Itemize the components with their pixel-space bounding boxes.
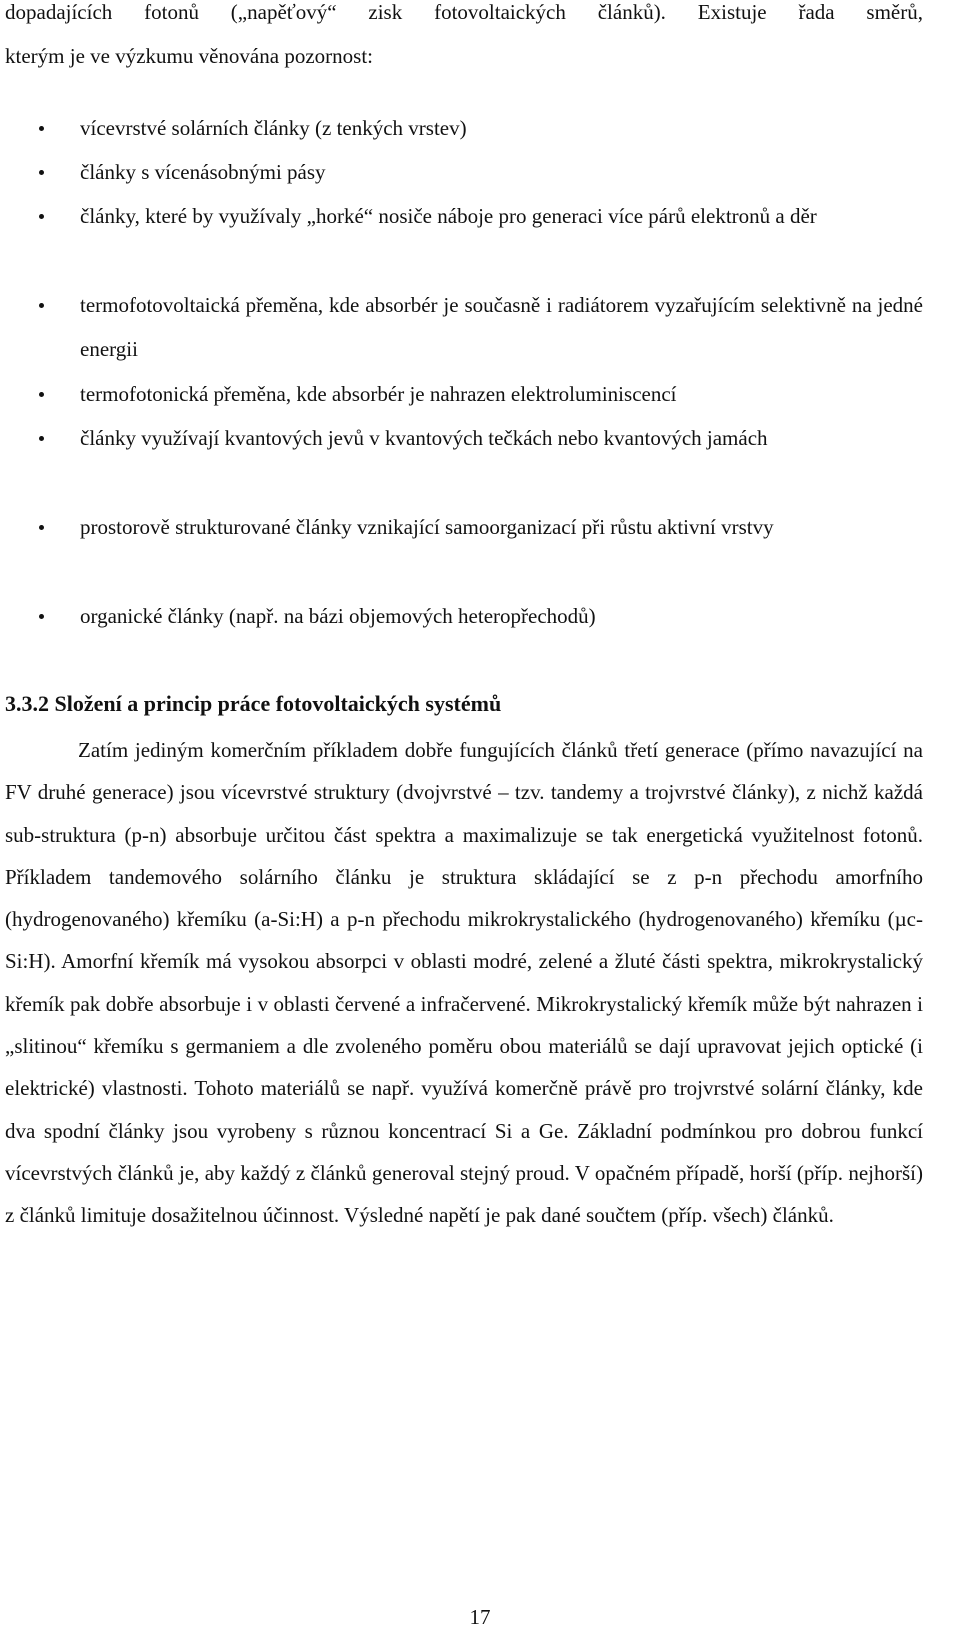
bullet-icon [39, 126, 44, 131]
intro-line-2: kterým je ve výzkumu věnována pozornost: [5, 44, 373, 68]
intro-line-1: dopadajících fotonů („napěťový“ zisk fotovoltaických článků). Existuje řada směrů, [5, 0, 923, 24]
page-number: 17 [469, 1605, 491, 1629]
list-item-text: vícevrstvé solárních články (z tenkých vrstev) [80, 116, 467, 140]
bullet-icon [39, 392, 44, 397]
bullet-icon [39, 614, 44, 619]
list-item-text: termofotovoltaická přeměna, kde absorbér je současně i radiátorem vyzařujícím selektivně na jedné energii [80, 293, 923, 361]
body-paragraph: Zatím jediným komerčním příkladem dobře fungujících článků třetí generace (přímo navazující na FV druhé generace) jsou vícevrstvé struktury (dvojvrstvé – tzv. tandemy a trojvrstvé články), z nichž každá sub-struktura (p-n) absorbuje určitou část spektra a maximalizuje se tak energetická využitelnost fotonů. Příkladem tandemového solárního článku je struktura skládající se z p-n přechodu amorfního (hydrogenovaného) křemíku (a-Si:H) a p-n přechodu mikrokrystalického (hydrogenovaného) křemíku (µc-Si:H). Amorfní křemík má vysokou absorpci v oblasti modré, zelené a žluté části spektra, mikrokrystalický křemík pak dobře absorbuje i v oblasti červené a infračervené. Mikrokrystalický křemík může být nahrazen i „slitinou“ křemíku s germaniem a dle zvoleného poměru obou materiálů se dají upravovat jejich optické (i elektrické) vlastnosti. Tohoto materiálů se např. využívá komerčně právě pro trojvrstvé solární články, kde dva spodní články jsou vyrobeny s různou koncentrací Si a Ge. Základní podmínkou pro dobrou funkcí vícevrstvých článků je, aby každý z článků generoval stejný proud. V opačném případě, horší (příp. nejhorší) z článků limituje dosažitelnou účinnost. Výsledné napětí je pak dané součtem (příp. všech) článků. [5, 738, 923, 1228]
bullet-icon [39, 214, 44, 219]
bullet-icon [39, 525, 44, 530]
list-item-text: organické články (např. na bázi objemových heteropřechodů) [80, 604, 596, 628]
section-number: 3.3.2 [5, 691, 49, 716]
list-item-text: prostorově strukturované články vznikající samoorganizací při růstu aktivní vrstvy [80, 515, 774, 539]
bullet-icon [39, 303, 44, 308]
bullet-icon [39, 170, 44, 175]
section-title: Složení a princip práce fotovoltaických systémů [54, 691, 502, 716]
bullet-icon [39, 436, 44, 441]
list-item-text: články s vícenásobnými pásy [80, 160, 326, 184]
list-item-text: články, které by využívaly „horké“ nosiče náboje pro generaci více párů elektronů a děr [80, 204, 817, 228]
list-item-text: termofotonická přeměna, kde absorbér je nahrazen elektroluminiscencí [80, 382, 677, 406]
section-heading [5, 690, 925, 718]
intro-text [5, 0, 923, 73]
list-item-text: články využívají kvantových jevů v kvantových tečkách nebo kvantových jamách [80, 426, 768, 450]
